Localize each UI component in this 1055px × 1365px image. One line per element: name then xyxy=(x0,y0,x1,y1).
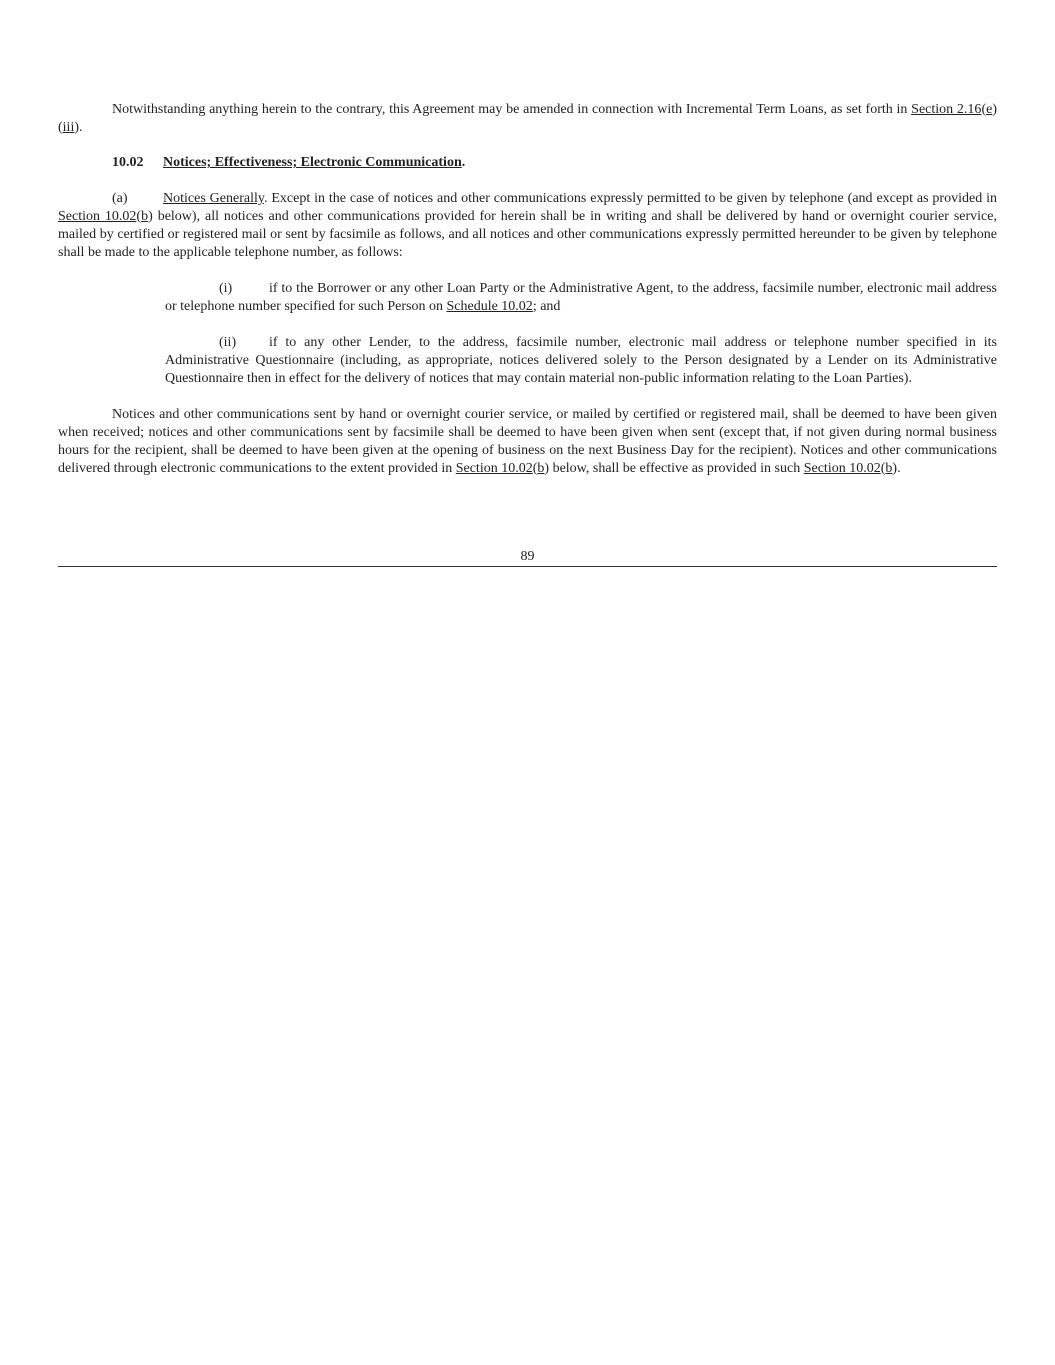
section-number: 10.02 xyxy=(112,155,144,170)
paragraph-incremental-term-loans: Notwithstanding anything herein to the contrary, this Agreement may be amended in connection with Incremental Term Loans, as set forth in Section 2.16(e)(iii). xyxy=(58,102,997,135)
subclause-i: (i) if to the Borrower or any other Loan Party or the Administrative Agent, to the address, facsimile number, electronic mail address or telephone number specified for such Person on Schedule 10.02; and xyxy=(165,281,997,314)
paragraph-notices-effectiveness: Notices and other communications sent by hand or overnight courier service, or mailed by certified or registered mail, shall be deemed to have been given when received; notices and other communications sent by facsimile shall be deemed to have been given when sent (except that, if not given during normal business hours for the recipient, shall be deemed to have been given at the opening of business on the next Business Day for the recipient). Notices and other communications delivered through electronic communications to the extent provided in Section 10.02(b) below, shall be effective as provided in such Section 10.02(b). xyxy=(58,407,997,476)
section-reference: Section 10.02 xyxy=(803,461,881,476)
page-number: 89 xyxy=(520,549,535,564)
clause-label: (a) xyxy=(112,191,128,206)
section-heading: 10.02 Notices; Effectiveness; Electronic Communication. xyxy=(112,155,466,170)
subclause-label: (ii) xyxy=(219,335,237,350)
section-reference: Section 10.02 xyxy=(58,209,137,224)
footer-divider xyxy=(58,566,997,567)
clause-title: Notices Generally xyxy=(163,191,264,206)
page-footer xyxy=(58,548,997,567)
paragraph-notices-generally: (a) Notices Generally. Except in the case of notices and other communications expressly permitted to be given by telephone (and except as provided in Section 10.02(b) below), all notices and other communications provided for herein shall be in writing and shall be delivered by hand or overnight courier service, mailed by certified or registered mail or sent by facsimile as follows, and all notices and other communications expressly permitted hereunder to be given by telephone shall be made to the applicable telephone number, as follows: xyxy=(58,191,997,260)
schedule-reference: Schedule 10.02 xyxy=(446,299,533,314)
section-title: Notices; Effectiveness; Electronic Communication xyxy=(163,155,462,170)
subclause-ii: (ii) if to any other Lender, to the address, facsimile number, electronic mail address or telephone number specified in its Administrative Questionnaire (including, as appropriate, notices delivered solely to the Person designated by a Lender on its Administrative Questionnaire then in effect for the delivery of notices that may contain material non-public information relating to the Loan Parties). xyxy=(165,335,997,386)
section-reference: Section 2.16 xyxy=(911,102,982,117)
document-page xyxy=(58,101,997,478)
section-reference: Section 10.02 xyxy=(455,461,533,476)
subclause-label: (i) xyxy=(219,281,233,296)
